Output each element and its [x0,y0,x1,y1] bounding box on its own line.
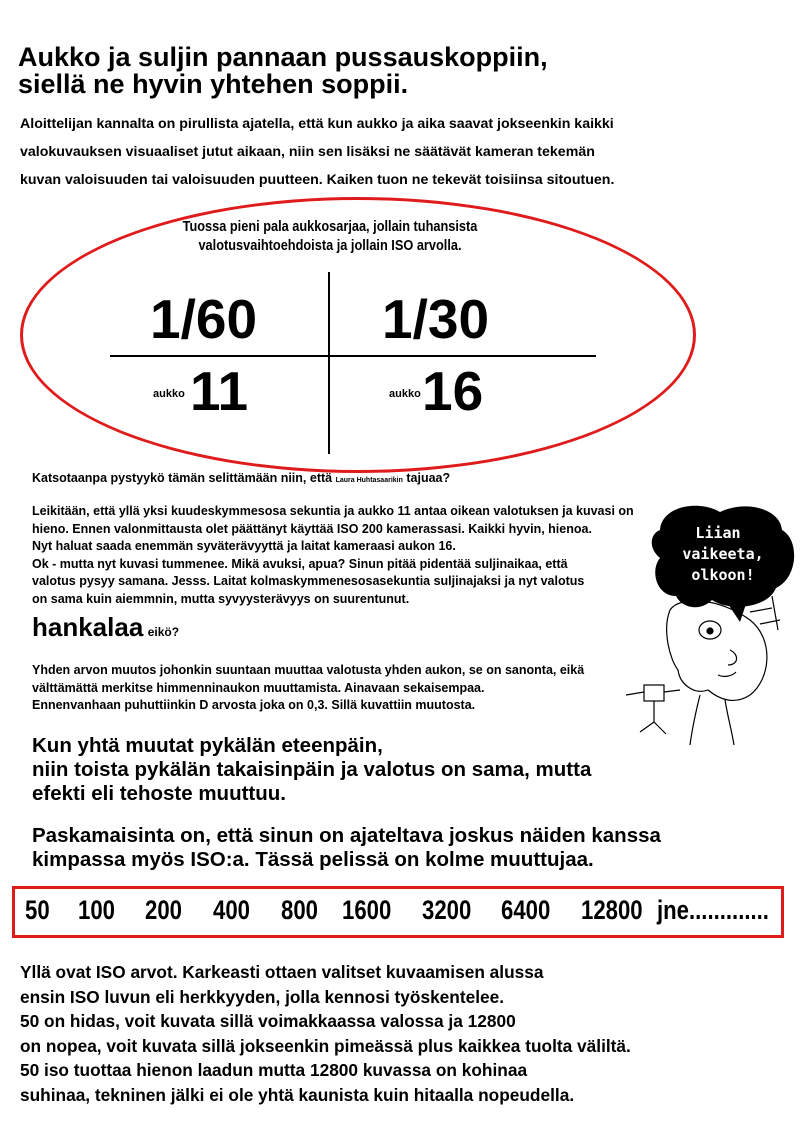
cartoon-illustration [600,500,800,750]
bottom-line-3: 50 on hidas, voit kuvata sillä voimakkaassa valossa ja 12800 [20,1011,516,1031]
bottom-line-6: suhinaa, tekninen jälki ei ole yhtä kaunista kuin hitaalla nopeudella. [20,1084,575,1105]
camera-tripod [626,690,680,734]
hankalaa-word: hankalaa [32,612,144,642]
sketch-figure [626,596,780,745]
ellipse-vertical-divider [328,272,330,454]
question-name: Laura Huhtasaarikin [335,477,403,484]
iso-intro-paragraph [32,824,661,872]
bottom-line-1: Yllä ovat ISO arvot. Karkeasti ottaen valitset kuvaamisen alussa [20,962,544,982]
question-after: tajuaa? [402,471,451,485]
iso-value: 400 [213,895,250,925]
bubble-line-2: vaikeeta, [682,545,764,563]
speech-bubble [652,506,794,622]
hankalaa-heading [32,612,179,643]
explain-line-1: Leikitään, että yllä yksi kuudeskymmesosa sekuntia ja aukko 11 antaa oikean valotuksen ja kuvasi on [32,504,634,518]
iso-value: 100 [78,895,115,925]
right-aperture-value: 16 [422,360,484,422]
iso-value: 50 [25,895,50,925]
bottom-line-4: on nopea, voit kuvata sillä jokseenkin pimeässä plus kaikkea tuolta väliltä. [20,1035,631,1056]
head-outline [667,601,767,701]
right-shutter-speed: 1/30 [382,288,490,350]
ellipse-horizontal-divider [110,355,596,357]
ellipse-caption-line-1: Tuossa pieni pala aukkosarjaa, jollain tuhansista [182,219,478,235]
mouth [718,672,736,676]
intro-line-1: Aloittelijan kannalta on pirullista ajatella, että kun aukko ja aika saavat jokseenkin kaikki [20,116,614,132]
iso-values-box [12,886,784,938]
iso-value: jne............. [657,895,769,925]
camera-icon [644,685,664,701]
iso-value: 200 [145,895,182,925]
iso-value: 1600 [342,895,392,925]
rule-paragraph [32,734,591,806]
bottom-line-2: ensin ISO luvun eli herkkyyden, jolla kennosi työskentelee. [20,986,505,1007]
bottom-line-5: 50 iso tuottaa hienon laadun mutta 12800 kuvassa on kohinaa [20,1060,528,1080]
iso-intro-line-2: kimpassa myös ISO:a. Tässä pelissä on kolme muuttujaa. [32,848,594,871]
explain-paragraph [32,503,634,608]
bubble-tail [728,604,746,622]
rule-line-3: efekti eli tehoste muuttuu. [32,782,286,805]
title-line-2: siellä ne hyvin yhtehen soppii. [18,69,409,99]
rule-line-2: niin toista pykälän takaisinpäin ja valotus on sama, mutta [32,758,592,781]
intro-line-3: kuvan valoisuuden tai valoisuuden puutteen. Kaiken tuon ne tekevät toisiinsa sitoutuen. [20,172,615,188]
nose [728,650,737,665]
left-shutter-speed: 1/60 [150,288,258,350]
explain-question [32,470,450,490]
ellipse-caption [163,218,497,256]
iso-value: 3200 [422,895,472,925]
ellipse-caption-line-2: valotusvaihtoehdoista ja jollain ISO arvolla. [198,238,462,254]
stop-line-3: Ennenvanhaan puhuttiinkin D arvosta joka on 0,3. Sillä kuvattiin muutosta. [32,698,476,712]
stop-paragraph [32,662,584,715]
intro-paragraph [20,110,720,194]
left-aperture-label: aukko [153,388,185,400]
explain-line-5: valotus pysyy samana. Jesss. Laitat kolmaskymmenesosasekuntia suljinajaksi ja nyt valotus [32,574,585,588]
explain-line-4: Ok - mutta nyt kuvasi tummenee. Mikä avuksi, apua? Sinun pitää pidentää suljinaikaa, että [32,556,568,571]
bubble-line-3: olkoon! [691,566,755,584]
page-title [18,44,548,98]
left-aperture-value: 11 [190,360,249,422]
question-before: Katsotaanpa pystyykö tämän selittämään niin, että [32,471,336,485]
iso-value: 6400 [501,895,551,925]
stop-line-2: välttämättä merkitse himmenninaukon muuttamista. Ainavaan sekaisempaa. [32,680,485,695]
hankalaa-suffix: eikö? [147,625,180,639]
bubble-line-1: Liian [695,524,741,542]
rule-line-1: Kun yhtä muutat pykälän eteenpäin, [32,734,383,757]
body-lines [690,695,734,745]
intro-line-2: valokuvauksen visuaaliset jutut aikaan, niin sen lisäksi ne säätävät kameran tekemän [20,144,595,160]
bottom-paragraph [20,960,631,1107]
iso-value: 12800 [581,895,643,925]
title-line-1: Aukko ja suljin pannaan pussauskoppiin, [18,42,548,72]
explain-line-3: Nyt haluat saada enemmän syväterävyyttä ja laitat kameraasi aukon 16. [32,539,456,553]
right-aperture-label: aukko [389,388,421,400]
pupil [707,628,713,634]
stop-line-1: Yhden arvon muutos johonkin suuntaan muuttaa valotusta yhden aukon, se on sanonta, eikä [32,663,585,677]
explain-line-6: on sama kuin aiemmnin, mutta syvyysterävyys on suurentunut. [32,591,410,606]
iso-intro-line-1: Paskamaisinta on, että sinun on ajateltava joskus näiden kanssa [32,824,661,847]
explain-line-2: hieno. Ennen valonmittausta olet päättänyt käyttää ISO 200 kamerassasi. Kaikki hyvin, hienoa. [32,521,592,536]
iso-value: 800 [281,895,318,925]
